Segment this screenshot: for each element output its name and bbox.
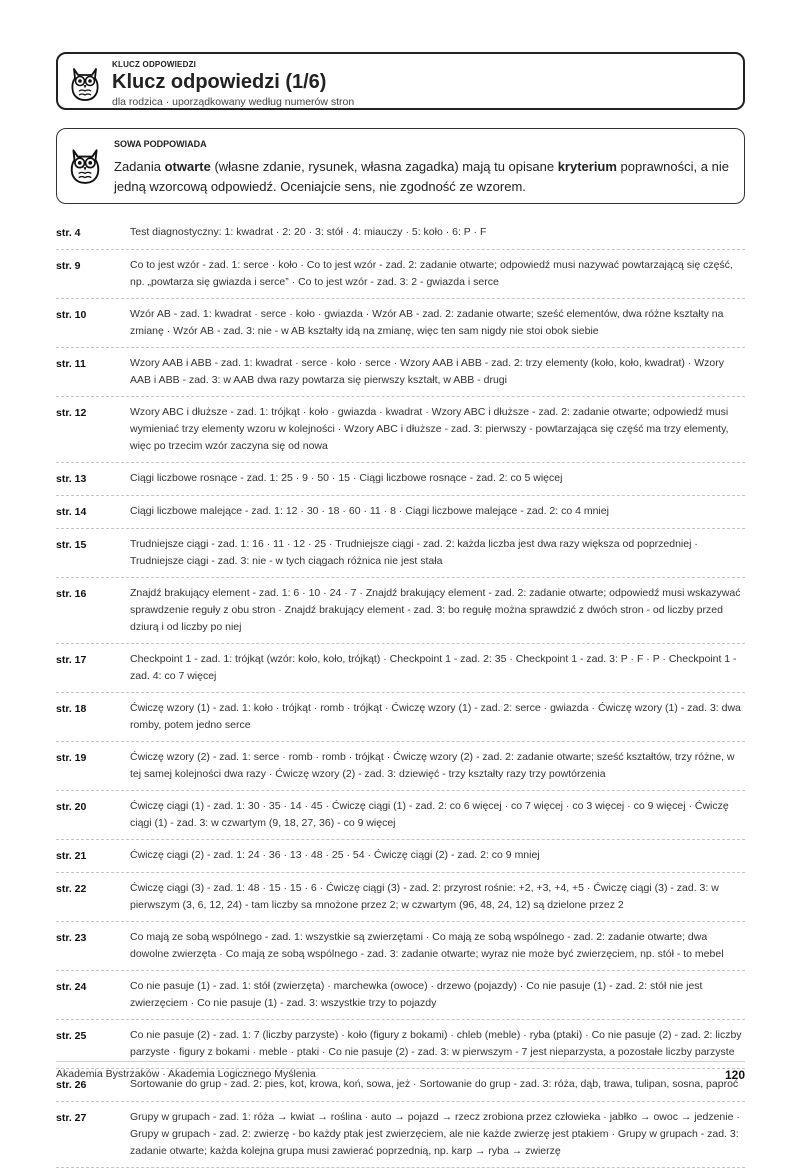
tip-text-bold: kryterium [557,159,617,174]
answer-text: Wzory AAB i ABB - zad. 1: kwadrat · serce · koło · serce · Wzory AAB i ABB - zad. 2: trzy elementy (koło, koło, kwadrat) · Wzory AAB i ABB - zad. 3: w AAB dwa razy powtarza się pierwszy kształt, w ABB - drugi [130,357,725,386]
answer-row [56,299,745,348]
tip-text-part: Zadania [114,159,165,174]
page-title: Klucz odpowiedzi (1/6) [112,71,327,93]
tip-text [114,157,736,197]
answer-page-number: str. 24 [56,981,87,993]
answer-page-number: str. 27 [56,1112,87,1124]
answer-page-number: str. 18 [56,703,87,715]
answer-page-number: str. 9 [56,260,81,272]
answer-text: Ćwiczę ciągi (1) - zad. 1: 30 · 35 · 14 · 45 · Ćwiczę ciągi (1) - zad. 2: co 6 więcej · co 7 więcej · co 3 więcej · co 9 więcej · Ćwiczę ciągi (1) - zad. 3: w czwartym (9, 18, 27, 36) - co 9 więcej [130,800,729,829]
answer-row [56,742,745,791]
answer-row [56,644,745,693]
answer-row [56,496,745,529]
answer-page-number: str. 14 [56,506,87,518]
answer-row [56,873,745,922]
answer-page-number: str. 21 [56,850,87,862]
answer-row [56,397,745,463]
answer-text: Grupy w grupach - zad. 1: róża → kwiat → roślina · auto → pojazd → rzecz zrobiona przez człowieka · jabłko → owoc → jedzenie · Grupy w grupach - zad. 2: zwierzę - bo każdy ptak jest zwierzęciem, ale nie każde zwierzę jest ptakiem · Grupy w grupach - zad. 3: zadanie otwarte; każda kolejna grupa musi zawierać poprzednią, np. karp → ryba → zwierzę [130,1111,740,1157]
answer-row [56,1102,745,1168]
answer-row [56,578,745,644]
answer-page-number: str. 17 [56,654,87,666]
answer-list [56,217,745,1168]
page-number: 120 [724,1068,745,1082]
answer-row [56,348,745,397]
answer-text: Ćwiczę ciągi (2) - zad. 1: 24 · 36 · 13 · 48 · 25 · 54 · Ćwiczę ciągi (2) - zad. 2: co 9 mniej [130,849,540,861]
tip-text-part: poprawności, a nie jedną wzorcową odpowiedź. Oceniajcie sens, nie zgodność ze wzorem. [114,159,729,194]
answer-row [56,791,745,840]
answer-text: Ciągi liczbowe malejące - zad. 1: 12 · 30 · 18 · 60 · 11 · 8 · Ciągi liczbowe malejące - zad. 2: co 4 mniej [130,505,609,517]
footer-publisher: Akademia Bystrzaków · Akademia Logicznego Myślenia [56,1068,316,1080]
answer-row [56,840,745,873]
answer-text: Checkpoint 1 - zad. 1: trójkąt (wzór: koło, koło, trójkąt) · Checkpoint 1 - zad. 2: 35 · Checkpoint 1 - zad. 3: P · F · P · Checkpoint 1 - zad. 4: co 7 więcej [130,653,737,682]
answer-page-number: str. 10 [56,309,87,321]
answer-row [56,922,745,971]
answer-page-number: str. 12 [56,407,87,419]
answer-page-number: str. 4 [56,227,81,239]
answer-page-number: str. 16 [56,588,87,600]
tip-text-bold: otwarte [164,159,211,174]
tip-box [56,128,745,204]
answer-page-number: str. 26 [56,1079,87,1091]
answer-text: Trudniejsze ciągi - zad. 1: 16 · 11 · 12 · 25 · Trudniejsze ciągi - zad. 2: każda liczba jest dwa razy większa od poprzedniej · Trudniejsze ciągi - zad. 3: nie - w tych ciągach różnica nie jest stała [130,538,698,567]
answer-page-number: str. 11 [56,358,86,370]
answer-text: Wzory ABC i dłuższe - zad. 1: trójkąt · koło · gwiazda · kwadrat · Wzory ABC i dłuższe - zad. 2: zadanie otwarte; odpowiedź musi wymieniać trzy elementy wzoru w kolejności · Wzory ABC i dłuższe - zad. 3: pierwszy - powtarzająca się część ma trzy elementy, więc po trzecim wzór zaczyna się od nowa [130,406,729,452]
answer-row [56,463,745,496]
page-subtitle: dla rodzica · uporządkowany według numerów stron [112,96,355,108]
answer-row [56,250,745,299]
tip-label: SOWA PODPOWIADA [114,139,207,149]
answer-row [56,971,745,1020]
owl-icon [68,64,102,102]
answer-row [56,529,745,578]
answer-text: Ćwiczę wzory (2) - zad. 1: serce · romb · romb · trójkąt · Ćwiczę wzory (2) - zad. 2: zadanie otwarte; sześć kształtów, trzy różne, w tej samej kolejności dwa razy · Ćwiczę wzory (2) - zad. 3: dziewięć - trzy kształty razy trzy powtórzenia [130,751,735,780]
answer-text: Co nie pasuje (2) - zad. 1: 7 (liczby parzyste) · koło (figury z bokami) · chleb (meble) · ryba (ptaki) · Co nie pasuje (2) - zad. 2: liczby parzyste · figury z bokami · meble · ptaki · Co nie pasuje (2) - zad. 3: w pierwszym - 7 jest nieparzysta, a pozostałe liczby parzyste [130,1029,742,1058]
answer-page-number: str. 13 [56,473,87,485]
answer-text: Ćwiczę wzory (1) - zad. 1: koło · trójkąt · romb · trójkąt · Ćwiczę wzory (1) - zad. 2: serce · gwiazda · Ćwiczę wzory (1) - zad. 3: dwa romby, potem jedno serce [130,702,741,731]
answer-text: Co mają ze sobą wspólnego - zad. 1: wszystkie są zwierzętami · Co mają ze sobą wspólnego - zad. 2: zadanie otwarte; dwa dowolne zwierzęta · Co mają ze sobą wspólnego - zad. 3: zadanie otwarte; wyraz nie może być zwierzęciem, np. stół - to mebel [130,931,724,960]
answer-text: Wzór AB - zad. 1: kwadrat · serce · koło · gwiazda · Wzór AB - zad. 2: zadanie otwarte; sześć elementów, dwa różne kształty na zmianę · Wzór AB - zad. 3: nie - w AB kształty idą na zmianę, więc ten sam nigdy nie stoi obok siebie [130,308,724,337]
answer-text: Sortowanie do grup - zad. 2: pies, kot, krowa, koń, sowa, jeż · Sortowanie do grup - zad. 3: róża, dąb, trawa, tulipan, sosna, paproć [130,1078,739,1090]
answer-page-number: str. 19 [56,752,87,764]
answer-page-number: str. 20 [56,801,87,813]
owl-icon [67,145,103,185]
answer-text: Ciągi liczbowe rosnące - zad. 1: 25 · 9 · 50 · 15 · Ciągi liczbowe rosnące - zad. 2: co 5 więcej [130,472,563,484]
answer-text: Ćwiczę ciągi (3) - zad. 1: 48 · 15 · 15 · 6 · Ćwiczę ciągi (3) - zad. 2: przyrost rośnie: +2, +3, +4, +5 · Ćwiczę ciągi (3) - zad. 3: w pierwszym (3, 6, 12, 24) - tam liczby sa mnożone przez 2; w czwartym (96, 48, 24, 12) są dzielone przez 2 [130,882,719,911]
answer-page-number: str. 25 [56,1030,87,1042]
page [56,52,745,1168]
answer-text: Znajdź brakujący element - zad. 1: 6 · 10 · 24 · 7 · Znajdź brakujący element - zad. 2: zadanie otwarte; odpowiedź musi wskazywać sprawdzenie reguły z obu stron · Znajdź brakujący element - zad. 3: bo regułę można sprawdzić z dwóch stron - od liczby przed dziurą i od liczby po niej [130,587,741,633]
answer-row [56,217,745,250]
header-small-label: KLUCZ ODPOWIEDZI [112,60,197,69]
tip-text-part: (własne zdanie, rysunek, własna zagadka) mają tu opisane [210,159,558,174]
footer [56,1061,745,1082]
answer-page-number: str. 15 [56,539,87,551]
answer-text: Test diagnostyczny: 1: kwadrat · 2: 20 · 3: stół · 4: miauczy · 5: koło · 6: P · F [130,226,487,238]
header-box [56,52,745,110]
answer-page-number: str. 23 [56,932,87,944]
answer-page-number: str. 22 [56,883,87,895]
answer-row [56,693,745,742]
answer-text: Co nie pasuje (1) - zad. 1: stół (zwierzęta) · marchewka (owoce) · drzewo (pojazdy) · Co nie pasuje (1) - zad. 2: stół nie jest zwierzęciem · Co nie pasuje (1) - zad. 3: wszystkie trzy to pojazdy [130,980,703,1009]
answer-text: Co to jest wzór - zad. 1: serce · koło · Co to jest wzór - zad. 2: zadanie otwarte; odpowiedź musi nazywać powtarzającą się część, np. „powtarza się gwiazda i serce” · Co to jest wzór - zad. 3: 2 - gwiazda i serce [130,259,733,288]
